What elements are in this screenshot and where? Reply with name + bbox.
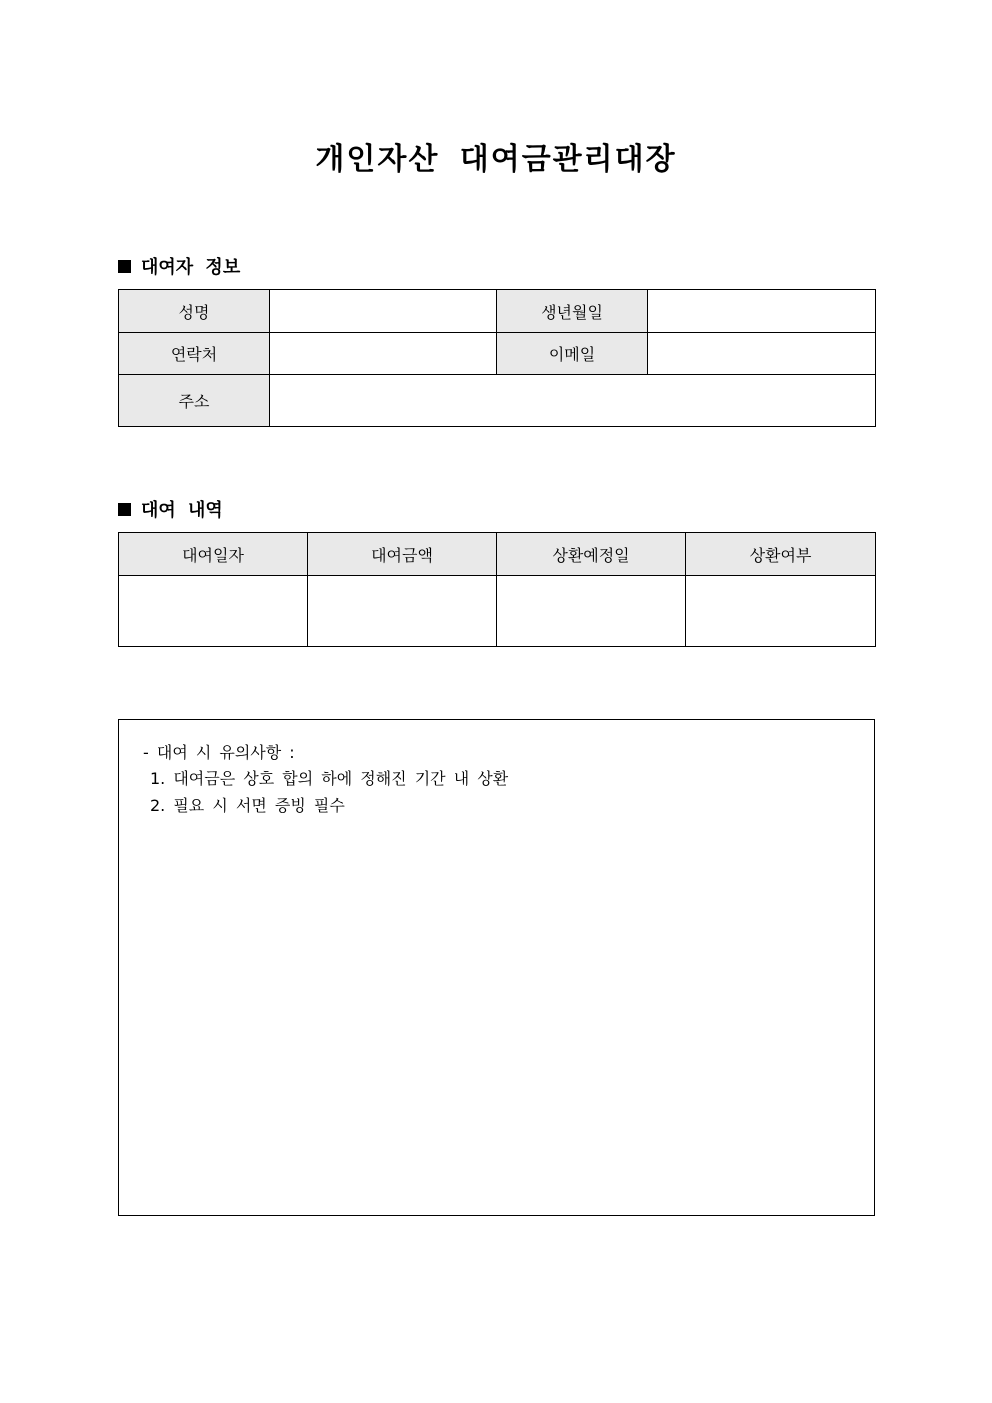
name-label: 성명 [119,290,270,333]
email-label: 이메일 [497,333,648,375]
repaid-status-cell[interactable] [686,576,876,647]
notes-box[interactable] [118,719,875,1216]
repayment-due-cell[interactable] [497,576,686,647]
square-bullet-icon [118,503,131,516]
lender-info-heading [118,253,240,279]
column-header-loan-amount: 대여금액 [308,533,497,576]
loan-history-table [118,532,876,647]
birthdate-label: 생년월일 [497,290,648,333]
birthdate-field[interactable] [648,290,876,333]
contact-field[interactable] [270,333,497,375]
table-row [119,576,876,647]
notes-heading: - 대여 시 유의사항 : [143,743,295,762]
square-bullet-icon [118,260,131,273]
lender-info-table [118,289,876,427]
loan-amount-cell[interactable] [308,576,497,647]
name-field[interactable] [270,290,497,333]
lender-info-heading-text: 대여자 정보 [141,257,241,278]
column-header-loan-date: 대여일자 [119,533,308,576]
email-field[interactable] [648,333,876,375]
column-header-repayment-due: 상환예정일 [497,533,686,576]
contact-label: 연락처 [119,333,270,375]
document-title: 개인자산 대여금관리대장 [315,142,677,177]
notes-item: 2. 필요 시 서면 증빙 필수 [150,796,345,815]
column-header-repaid-status: 상환여부 [686,533,876,576]
loan-date-cell[interactable] [119,576,308,647]
address-label: 주소 [119,375,270,427]
loan-history-heading [118,496,223,522]
loan-history-heading-text: 대여 내역 [141,500,223,521]
notes-item: 1. 대여금은 상호 합의 하에 정해진 기간 내 상환 [150,769,509,788]
address-field[interactable] [270,375,876,427]
